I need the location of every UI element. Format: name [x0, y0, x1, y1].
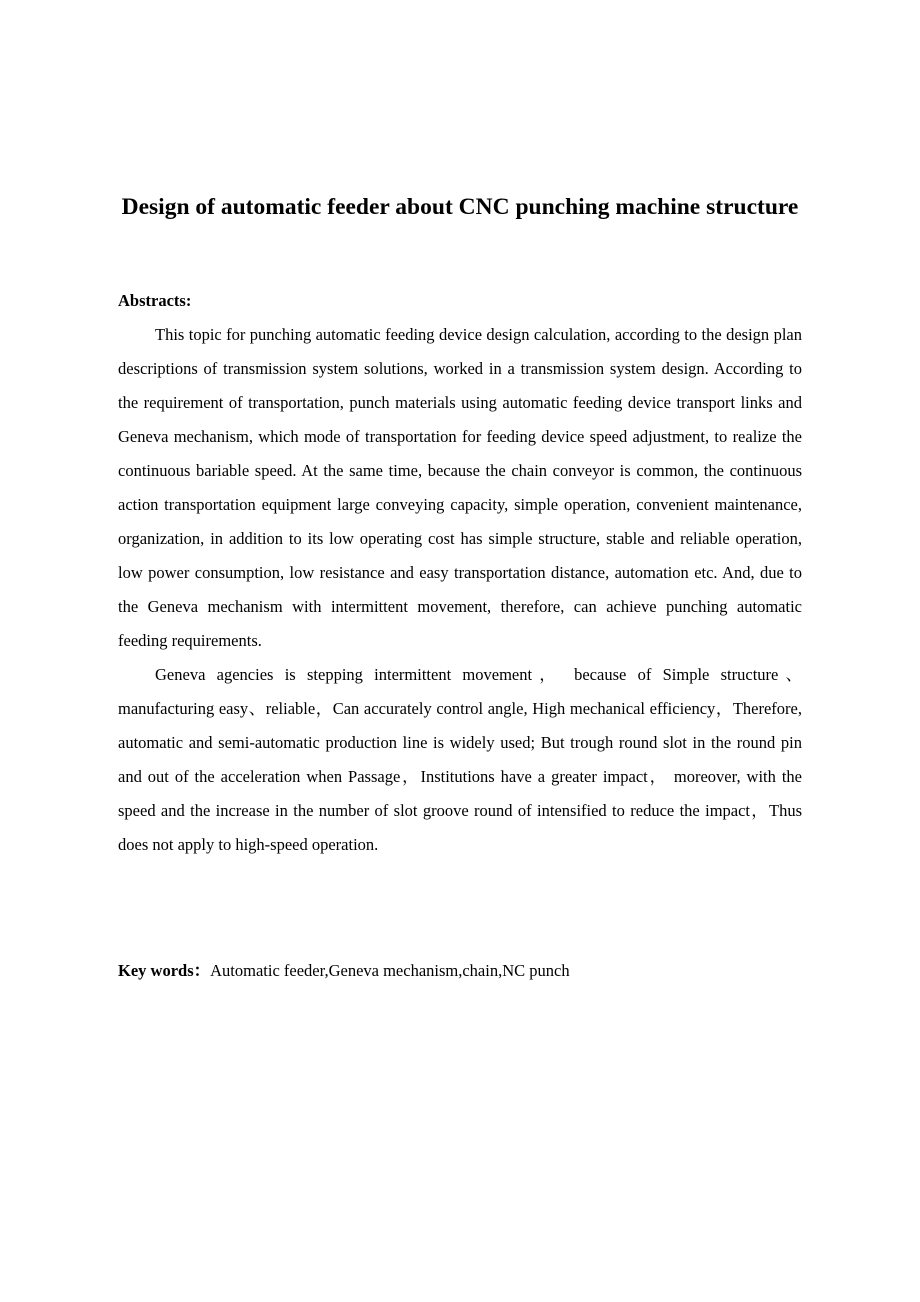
abstract-body: [118, 318, 802, 862]
abstract-heading: Abstracts:: [118, 291, 192, 310]
abstract-paragraph-2: Geneva agencies is stepping intermittent movement， because of Simple structure、manufacturing easy、reliable，Can accurately control angle, High mechanical efficiency，Therefore, automatic and semi-automatic production line is widely used; But trough round slot in the round pin and out of the acceleration when Passage，Institutions have a greater impact， moreover, with the speed and the increase in the number of slot groove round of intensified to reduce the impact，Thus does not apply to high-speed operation.: [118, 665, 802, 854]
keywords-label: Key words：: [118, 961, 211, 980]
keywords-text: Automatic feeder,Geneva mechanism,chain,NC punch: [210, 961, 570, 980]
abstract-paragraph-1: This topic for punching automatic feeding device design calculation, according to the design plan descriptions of transmission system solutions, worked in a transmission system design. According to the requirement of transportation, punch materials using automatic feeding device transport links and Geneva mechanism, which mode of transportation for feeding device speed adjustment, to realize the continuous bariable speed. At the same time, because the chain conveyor is common, the continuous action transportation equipment large conveying capacity, simple operation, convenient maintenance, organization, in addition to its low operating cost has simple structure, stable and reliable operation, low power consumption, low resistance and easy transportation distance, automation etc. And, due to the Geneva mechanism with intermittent movement, therefore, can achieve punching automatic feeding requirements.: [118, 325, 802, 650]
paper-title: Design of automatic feeder about CNC punching machine structure: [121, 194, 799, 220]
keywords-line: [118, 960, 570, 982]
